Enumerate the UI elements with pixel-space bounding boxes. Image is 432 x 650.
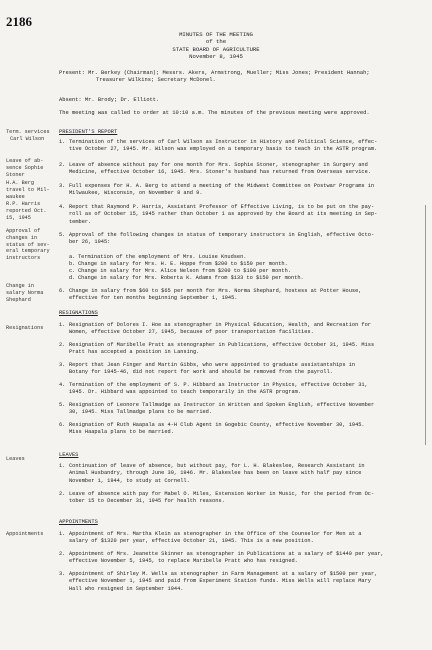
appointment-item: 2. Appointment of Mrs. Jeanette Skinner as stenographer in Publications at a salary of $1440 per year, effective November 5, 1945, to replace Maribelle Pratt who has resigned.	[59, 551, 384, 565]
margin-note-harris: R.P. Harris reported Oct. 15, 1945	[6, 201, 47, 221]
present-line: Present: Mr. Berkey (Chairman); Messrs. Akers, Armstrong, Mueller; Miss Jones; President Hannah;	[59, 70, 370, 76]
margin-note-resignations: Resignations	[6, 325, 44, 331]
called-to-order: The meeting was called to order at 10:10 a.m. The minutes of the previous meeting were approved.	[59, 110, 370, 116]
resignation-item: 4. Termination of the employment of S. P. Hibbard as Instructor in Physics, effective October 31, 1945. Dr. Hibbard was appointed to teach temporarily in the ASTR program.	[59, 382, 368, 396]
minutes-page: 2186 MINUTES OF THE MEETING of the STATE BOARD OF AGRICULTURE November 8, 1945 Present: Mr. Berkey (Chairman); Messrs. Akers, Armstrong, Mueller; Miss Jones; President Hannah; Treasurer Wilkins; Secretary McDonel. Absent: Mr. Brody; Dr. Elliott. The meeting was called to order at 10:10 a.m. The minutes of the previous meeting were approved. Term. services Carl Wilson PRESIDENT'S REPORT 1. Termination of the services of Carl Wilson as Instructor in History and Political Science, effec- tive October 27, 1945. Mr. Wilson was employed on a temporary basis to teach in the ASTR program. Leave of ab- sence Sophie Stoner 2. Leave of absence without pay for one month for Mrs. Sophie Stoner, stenographer in Surgery and Medicine, effective October 16, 1945. Mrs. Stoner's husband has returned from Overseas service. H.A. Berg travel to Mil- waukee 3. Full expenses for H. A. Berg to attend a meeting of the Midwest Committee on Postwar Programs in Milwaukee, Wisconsin, on November 8 and 9. R.P. Harris reported Oct. 15, 1945 4. Report that Raymond P. Harris, Assistant Professor of Effective Living, is to be put on the pay- roll as of October 15, 1945 rather than October 1 as approved by the Board at its meeting in Sep- tember. Approval of changes in status of sev- eral temporary instructors 5. Approval of the following changes in status of temporary instructors in English, effective Octo- ber 26, 1945: a. Termination of the employment of Mrs. Louise Knudsen. b. Change in salary for Mrs. H. E. Hoppe from $200 to $150 per month. c. Change in salary for Mrs. Alice Nelson from $200 to $100 per month. d. Change in salary for Mrs. Roberta K. Adams from $133 to $150 per month. Change in salary Norma Shephard 6. Change in salary from $60 to $65 per month for Mrs. Norma Shephard, hostess at Potter House, effective for ten months beginning September 1, 1945. RESIGNATIONS Resignations 1. Resignation of Dolores I. Hoe as stenographer in Physical Education, Health, and Recreation for Women, effective October 27, 1945, because of poor transportation facilities. 2. Resignation of Maribelle Pratt as stenographer in Publications, effective October 31, 1945. Miss Pratt has accepted a position in Lansing. 3. Report that Jean Finger and Martin Gibbs, who were appointed to graduate assistantships in Botany for 1945-46, did not report for work and should be removed from the payroll. 4. Termination of the employment of S. P. Hibbard as Instructor in Physics, effective October 31, 1945. Dr. Hibbard was appointed to teach temporarily in the ASTR program. 5. Resignation of Leonore Tallmadge as Instructor in Written and Spoken English, effective November 30, 1945. Miss Tallmadge plans to be married. 6. Resignation of Ruth Haapala as 4-H Club Agent in Gogebic County, effective November 30, 1945. Miss Haapala plans to be married. LEAVES Leaves 1. Continuation of leave of absence, but without pay, for L. H. Blakeslee, Research Assistant in Animal Husbandry, through June 30, 1946. Mr. Blakeslee has been on leave with half pay since November 1, 1944, to study at Cornell. 2. Leave of absence with pay for Mabel O. Miles, Extension Worker in Music, for the period from Oc- tober 15 to December 31, 1945 for health reasons. APPOINTMENTS Appointments 1. Appointment of Mrs. Martha Klein as stenographer in the Office of the Counselor for Men at a salary of $1320 per year, effective October 21, 1945. This is a new position. 2. Appointment of Mrs. Jeanette Skinner as stenographer in Publications at a salary of $1440 per year, effective November 5, 1945, to replace Maribelle Pratt who has resigned. 3. Appointment of Shirley M. Wells as stenographer in Farm Management at a salary of $1500 per year, effective November 1, 1945 and paid from Experiment Station funds. Miss Wells will replace Mary Hall who resigned in September 1944.	[0, 0, 432, 650]
appointment-item: 1. Appointment of Mrs. Martha Klein as stenographer in the Office of the Counselor for Men at a salary of $1320 per year, effective October 21, 1945. This is a new position.	[59, 531, 362, 545]
margin-binding-line	[422, 205, 426, 445]
resignation-item: 6. Resignation of Ruth Haapala as 4-H Club Agent in Gogebic County, effective November 30, 1945. Miss Haapala plans to be married.	[59, 422, 365, 436]
president-item: 2. Leave of absence without pay for one month for Mrs. Sophie Stoner, stenographer in Surgery and Medicine, effective October 16, 1945. Mrs. Stoner's husband has returned from Overseas service.	[59, 162, 371, 176]
minutes-header	[0, 31, 432, 61]
president-item: 1. Termination of the services of Carl Wilson as Instructor in History and Political Science, effec- tive October 27, 1945. Mr. Wilson was employed on a temporary basis to teach in the ASTR program.	[59, 139, 378, 153]
margin-note-appointments: Appointments	[6, 531, 44, 537]
present-list	[59, 70, 419, 85]
president-item: 5. Approval of the following changes in status of temporary instructors in English, effective Octo- ber 26, 1945:	[59, 232, 375, 246]
margin-note-change-salary: Change in salary Norma Shephard	[6, 283, 44, 303]
leave-item: 1. Continuation of leave of absence, but without pay, for L. H. Blakeslee, Research Assistant in Animal Husbandry, through June 30, 1946. Mr. Blakeslee has been on leave with half pay since November 1, 1944, to study at Cornell.	[59, 463, 365, 484]
margin-note-leaves: Leaves	[6, 456, 25, 462]
margin-note-berg-travel: H.A. Berg travel to Mil- waukee	[6, 180, 50, 200]
header-board: STATE BOARD OF AGRICULTURE	[172, 45, 260, 53]
margin-note-term-services: Term. services Carl Wilson	[6, 129, 50, 142]
section-leaves: LEAVES	[59, 452, 79, 458]
section-resignations: RESIGNATIONS	[59, 310, 98, 316]
header-date: November 8, 1945	[189, 53, 243, 61]
page-number: 2186	[6, 14, 32, 29]
president-item: 4. Report that Raymond P. Harris, Assistant Professor of Effective Living, is to be put on the pay- roll as of October 15, 1945 rather than October 1 as approved by the Board at its meeting in Sep- tember.	[59, 204, 378, 225]
resignation-item: 1. Resignation of Dolores I. Hoe as stenographer in Physical Education, Health, and Recreation for Women, effective October 27, 1945, because of poor transportation facilities.	[59, 322, 371, 336]
header-title: MINUTES OF THE MEETING	[179, 31, 253, 38]
resignation-item: 5. Resignation of Leonore Tallmadge as Instructor in Written and Spoken English, effective November 30, 1945. Miss Tallmadge plans to be married.	[59, 402, 375, 416]
margin-note-leave-absence: Leave of ab- sence Sophie Stoner	[6, 158, 44, 178]
leave-item: 2. Leave of absence with pay for Mabel O. Miles, Extension Worker in Music, for the period from Oc- tober 15 to December 31, 1945 for health reasons.	[59, 491, 375, 505]
section-presidents-report: PRESIDENT'S REPORT	[59, 129, 118, 135]
absent-list: Absent: Mr. Brody; Dr. Elliott.	[59, 97, 160, 103]
resignation-item: 3. Report that Jean Finger and Martin Gibbs, who were appointed to graduate assistantships in Botany for 1945-46, did not report for work and should be removed from the payroll.	[59, 362, 356, 376]
present-line: Treasurer Wilkins; Secretary McDonel.	[96, 77, 216, 84]
margin-note-approval-changes: Approval of changes in status of sev- eral temporary instructors	[6, 228, 50, 262]
appointment-item: 3. Appointment of Shirley M. Wells as stenographer in Farm Management at a salary of $1500 per year, effective November 1, 1945 and paid from Experiment Station funds. Miss Wells will replace Mary Hall who resigned in September 1944.	[59, 571, 378, 592]
president-item: 3. Full expenses for H. A. Berg to attend a meeting of the Midwest Committee on Postwar Programs in Milwaukee, Wisconsin, on November 8 and 9.	[59, 183, 375, 197]
section-appointments: APPOINTMENTS	[59, 519, 98, 525]
header-of-the: of the	[205, 38, 227, 46]
resignation-item: 2. Resignation of Maribelle Pratt as stenographer in Publications, effective October 31, 1945. Miss Pratt has accepted a position in Lansing.	[59, 342, 375, 356]
president-item: 6. Change in salary from $60 to $65 per month for Mrs. Norma Shephard, hostess at Potter House, effective for ten months beginning September 1, 1945.	[59, 288, 362, 302]
